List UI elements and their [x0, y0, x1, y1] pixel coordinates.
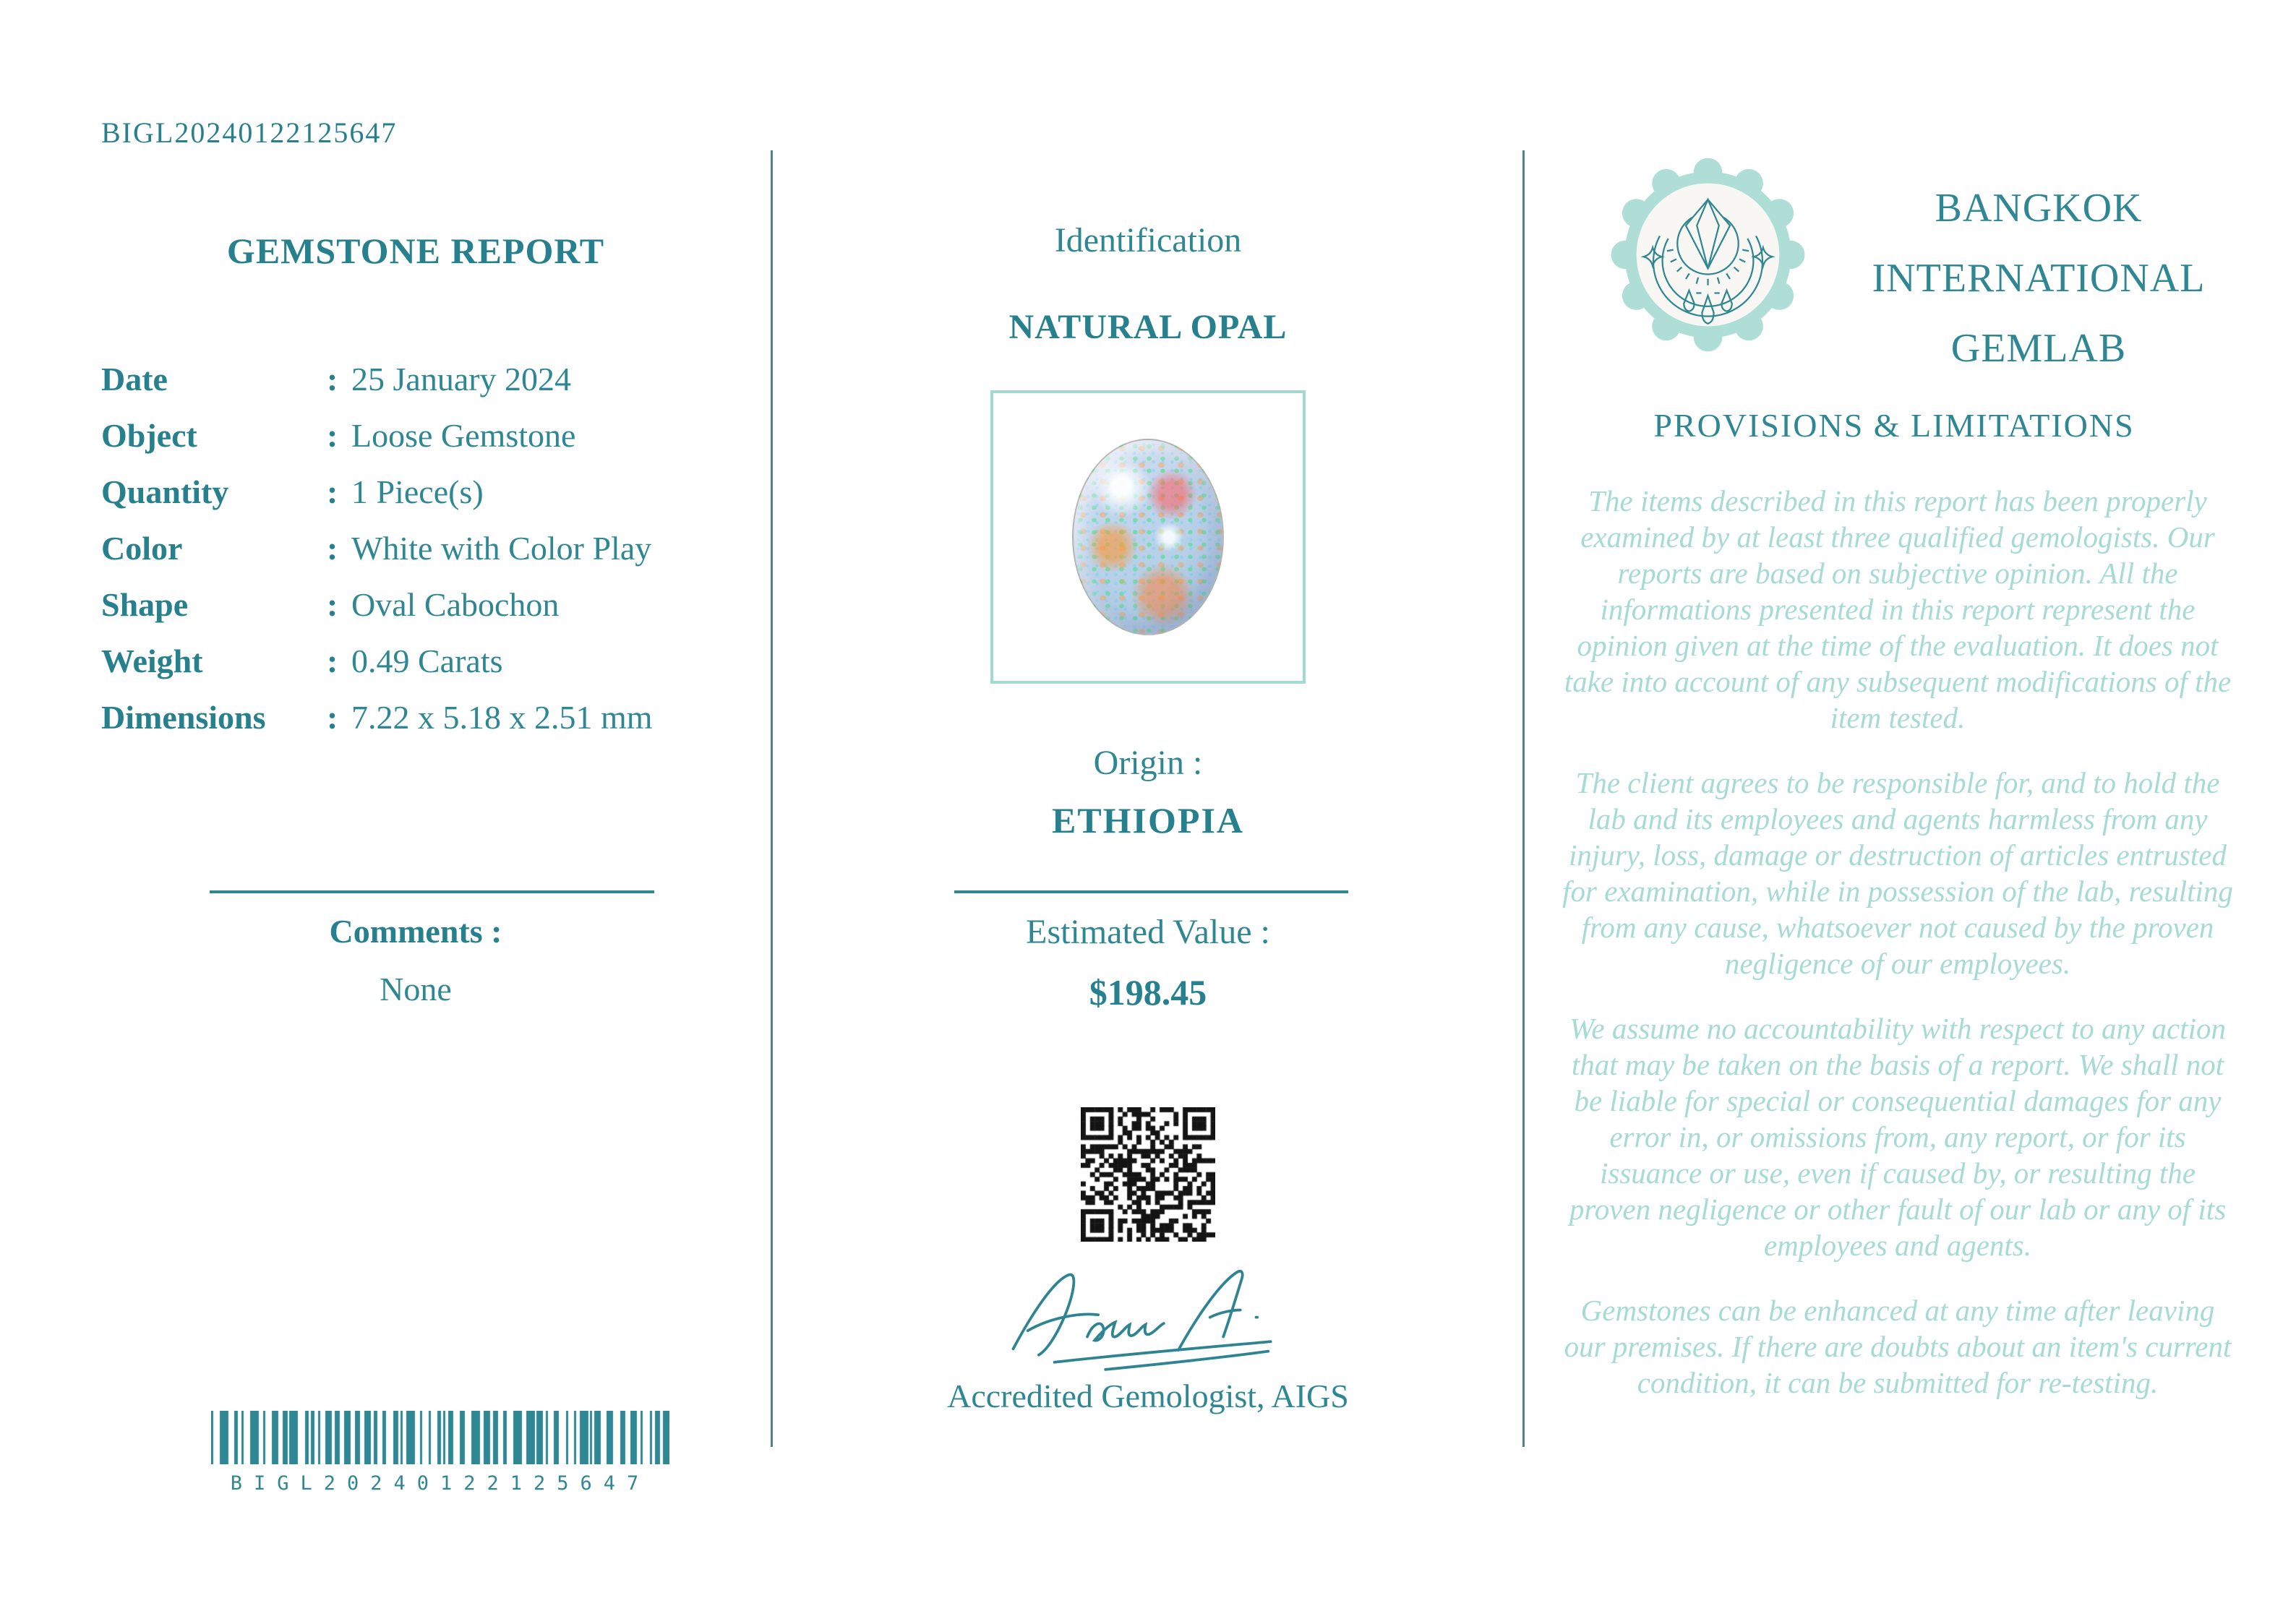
signature-icon	[996, 1259, 1300, 1380]
detail-value: 1 Piece(s)	[351, 473, 484, 510]
lab-name	[1851, 173, 2227, 384]
detail-colon: :	[327, 473, 338, 510]
provisions-text	[1560, 483, 2235, 1430]
detail-value: Oval Cabochon	[351, 586, 560, 623]
provision-paragraph: Gemstones can be enhanced at any time after leaving our premises. If there are doubts about an item's current condition, it can be submitted for re-testing.	[1564, 1294, 2232, 1399]
detail-label: Color	[101, 530, 183, 567]
table-row	[101, 416, 752, 473]
provisions-heading: PROVISIONS & LIMITATIONS	[1653, 407, 2135, 444]
barcode-image	[211, 1411, 669, 1464]
table-row	[101, 698, 752, 755]
detail-colon: :	[327, 361, 338, 398]
page-title: GEMSTONE REPORT	[226, 231, 605, 271]
opal-photo	[1072, 439, 1224, 635]
identification-value: NATURAL OPAL	[1008, 308, 1288, 346]
provision-paragraph: The client agrees to be responsible for, and to hold the lab and its employees and agents harmless from any injury, loss, damage or destruction of articles entrusted for examination, while in possession of the lab, resulting from any cause, whatsoever not caused by the proven negligence of our employees.	[1562, 766, 2233, 980]
detail-colon: :	[327, 699, 338, 736]
gem-photo-frame	[990, 390, 1306, 684]
barcode-caption: BIGL20240122125647	[230, 1472, 651, 1495]
column-divider-right	[1522, 150, 1525, 1447]
detail-label: Date	[101, 361, 168, 398]
table-row	[101, 529, 752, 585]
lab-name-line: GEMLAB	[1950, 326, 2127, 371]
detail-colon: :	[327, 643, 338, 679]
gemologist-signature	[996, 1259, 1300, 1380]
details-table	[101, 360, 752, 755]
detail-label: Dimensions	[101, 699, 266, 736]
table-row	[101, 585, 752, 642]
estimated-value-heading: Estimated Value :	[1026, 913, 1270, 951]
report-number: BIGL20240122125647	[101, 116, 398, 149]
column-divider-left	[771, 150, 773, 1447]
left-section-divider	[210, 890, 654, 893]
provision-paragraph: We assume no accountability with respect to any action that may be taken on the basis of a report. We shall not be liable for special or consequential damages for any error in, or omissions from, any report, or for its issuance or use, even if caused by, or resulting the proven negligence or other fault of our lab or any of its employees and agents.	[1569, 1012, 2227, 1262]
origin-heading: Origin :	[1093, 744, 1203, 782]
comments-heading: Comments :	[329, 913, 502, 950]
detail-label: Quantity	[101, 473, 229, 510]
identification-heading: Identification	[1054, 221, 1242, 259]
detail-value: 7.22 x 5.18 x 2.51 mm	[351, 699, 653, 736]
lab-name-line: BANGKOK	[1935, 186, 2143, 231]
comments-value: None	[380, 971, 452, 1008]
detail-value: Loose Gemstone	[351, 417, 576, 454]
detail-value: White with Color Play	[351, 530, 652, 567]
lab-logo	[1609, 155, 1807, 354]
table-row	[101, 642, 752, 698]
detail-colon: :	[327, 530, 338, 567]
middle-section-divider	[954, 890, 1348, 893]
detail-label: Object	[101, 417, 197, 454]
estimated-value-amount: $198.45	[1089, 972, 1207, 1013]
lab-name-line: INTERNATIONAL	[1872, 256, 2206, 301]
gem-pendant-badge-icon	[1609, 155, 1807, 354]
detail-label: Shape	[101, 586, 189, 623]
detail-colon: :	[327, 586, 338, 623]
detail-value: 25 January 2024	[351, 361, 572, 398]
qr-code	[1081, 1107, 1215, 1242]
table-row	[101, 360, 752, 416]
detail-value: 0.49 Carats	[351, 643, 503, 679]
barcode-block	[211, 1411, 669, 1495]
table-row	[101, 473, 752, 529]
gemologist-title: Accredited Gemologist, AIGS	[947, 1378, 1349, 1414]
detail-label: Weight	[101, 643, 203, 679]
origin-value: ETHIOPIA	[1051, 800, 1245, 841]
provision-paragraph: The items described in this report has been properly examined by at least three qualified gemologists. Our reports are based on subjective opinion. All the informations presented in this report represent the opinion given at the time of the evaluation. It does not take into account of any subsequent modifications of the item tested.	[1564, 484, 2232, 734]
detail-colon: :	[327, 417, 338, 454]
